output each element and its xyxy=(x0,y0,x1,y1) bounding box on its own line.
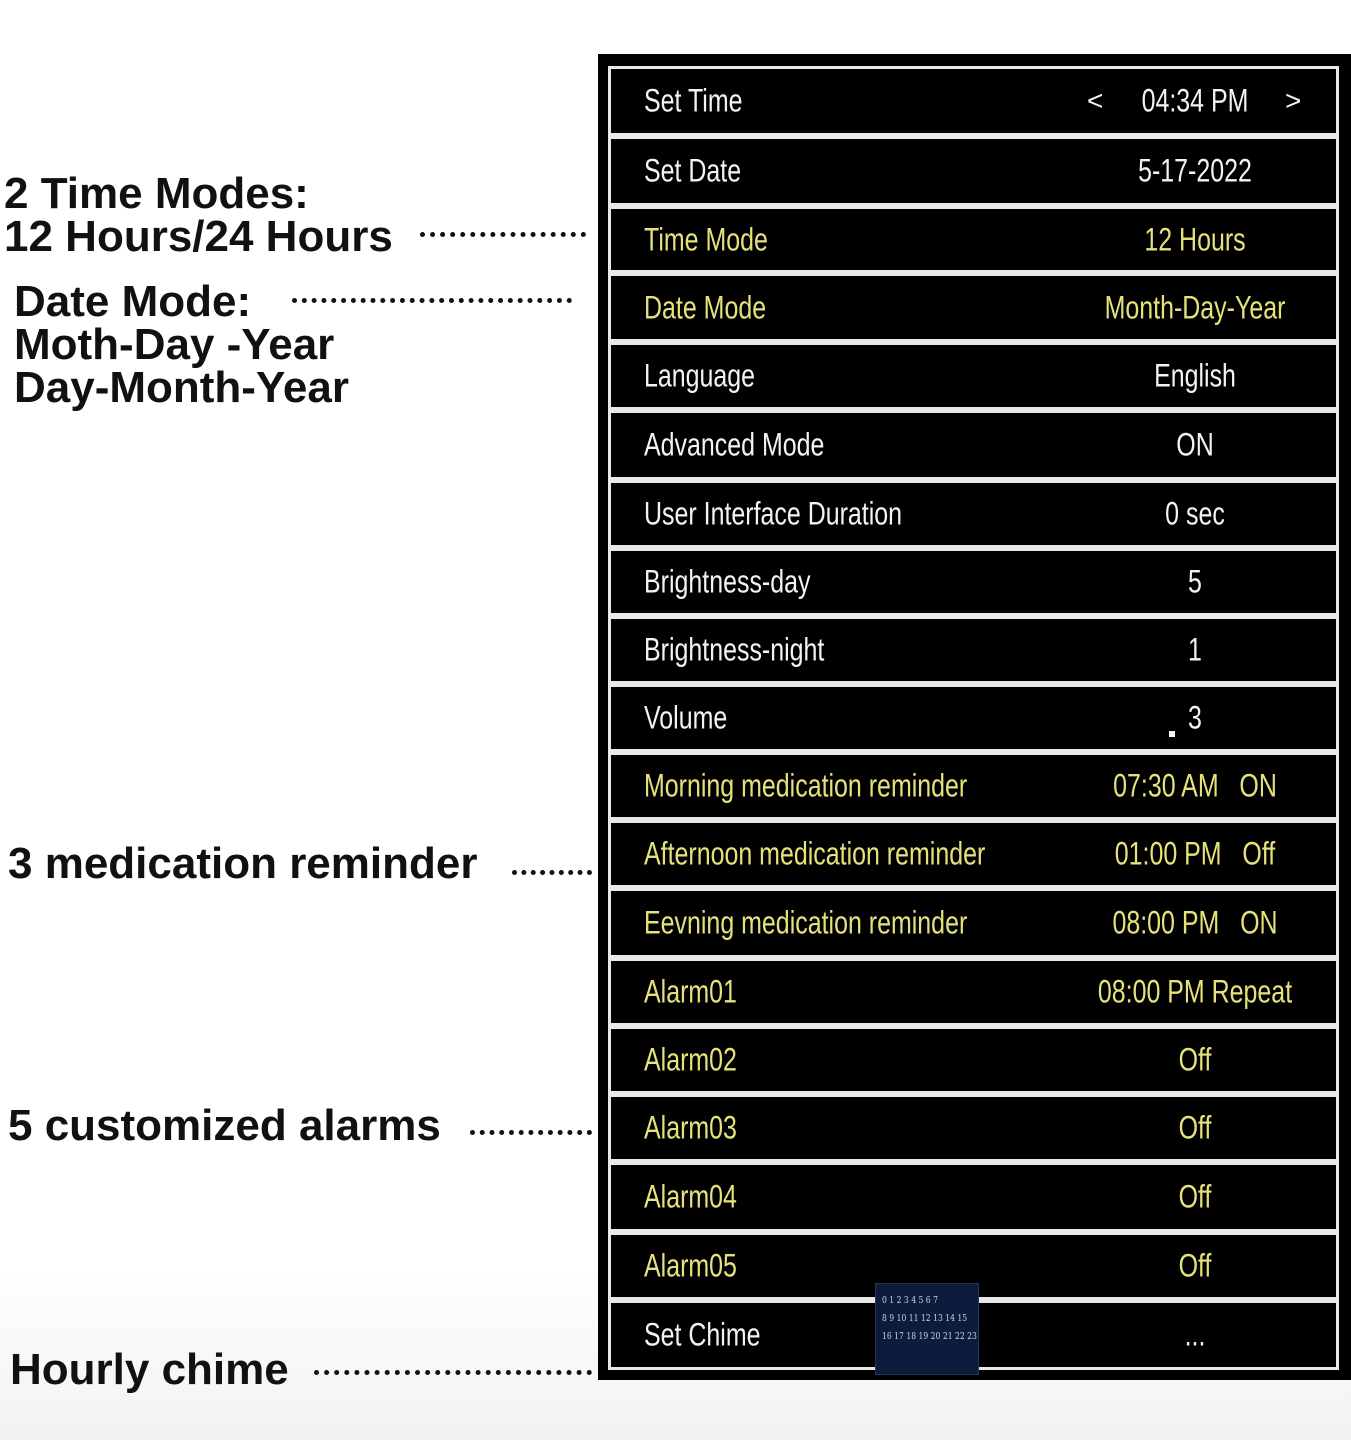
time-mode-value: 12 Hours xyxy=(1144,221,1246,257)
annotation-chime: Hourly chime xyxy=(10,1345,289,1394)
leader-line-chime xyxy=(314,1370,592,1375)
language-value: English xyxy=(1154,357,1236,394)
alarm03-value: Off xyxy=(1178,1109,1212,1146)
time-mode-label: Time Mode xyxy=(644,221,768,257)
leader-line-time-mode xyxy=(420,232,586,237)
alarm05-label: Alarm05 xyxy=(644,1247,737,1284)
row-afternoon-medication[interactable] xyxy=(608,820,1339,888)
afternoon-medication-label: Afternoon medication reminder xyxy=(644,835,986,872)
annotation-time-modes-title: 2 Time Modes: xyxy=(4,169,309,218)
ui-duration-label: User Interface Duration xyxy=(644,495,903,532)
row-set-chime[interactable] xyxy=(608,1296,1339,1370)
set-date-value: 5-17-2022 xyxy=(1138,152,1252,189)
date-mode-value: Month-Day-Year xyxy=(1104,289,1286,325)
date-mode-label: Date Mode xyxy=(644,289,767,325)
chime-hour-picker[interactable] xyxy=(875,1283,979,1375)
cursor-dot-icon xyxy=(1169,731,1175,737)
chime-hours-row: 0 1 2 3 4 5 6 7 xyxy=(882,1296,938,1306)
alarm05-value: Off xyxy=(1178,1247,1212,1284)
row-evening-medication[interactable] xyxy=(608,888,1339,958)
chevron-left-icon[interactable]: < xyxy=(1087,85,1104,116)
language-label: Language xyxy=(644,357,756,394)
row-advanced-mode[interactable] xyxy=(608,410,1339,480)
alarm02-value: Off xyxy=(1178,1041,1212,1078)
settings-panel xyxy=(598,54,1351,1380)
ui-duration-value: 0 sec xyxy=(1165,495,1225,532)
alarm01-value: 08:00 PM Repeat xyxy=(1097,973,1293,1010)
chime-hours-row: 8 9 10 11 12 13 14 15 xyxy=(882,1314,968,1324)
set-chime-label: Set Chime xyxy=(644,1316,761,1353)
brightness-night-value: 1 xyxy=(1188,631,1202,668)
evening-medication-value: 08:00 PM ON xyxy=(1112,904,1278,941)
row-alarm03[interactable] xyxy=(608,1094,1339,1162)
alarm04-label: Alarm04 xyxy=(644,1178,737,1215)
row-alarm02[interactable] xyxy=(608,1026,1339,1094)
row-brightness-night[interactable] xyxy=(608,616,1339,684)
advanced-mode-value: ON xyxy=(1176,426,1214,463)
leader-line-medication xyxy=(512,870,592,875)
advanced-mode-label: Advanced Mode xyxy=(644,426,825,463)
annotation-medication: 3 medication reminder xyxy=(8,839,478,888)
row-set-date[interactable] xyxy=(608,136,1339,206)
annotation-time-modes-values: 12 Hours/24 Hours xyxy=(4,212,393,261)
set-time-value: 04:34 PM xyxy=(1141,82,1249,119)
row-alarm04[interactable] xyxy=(608,1162,1339,1232)
row-language[interactable] xyxy=(608,342,1339,410)
set-date-label: Set Date xyxy=(644,152,742,189)
chime-hours-row: 16 17 18 19 20 21 22 23 xyxy=(882,1332,977,1342)
brightness-day-label: Brightness-day xyxy=(644,563,811,600)
leader-line-date-mode xyxy=(292,298,572,303)
set-chime-value: ... xyxy=(1184,1316,1206,1353)
row-time-mode[interactable] xyxy=(608,206,1339,273)
row-alarm01[interactable] xyxy=(608,958,1339,1026)
alarm04-value: Off xyxy=(1178,1178,1212,1215)
chevron-right-icon[interactable]: > xyxy=(1285,85,1302,116)
annotation-alarms: 5 customized alarms xyxy=(8,1101,441,1150)
row-ui-duration[interactable] xyxy=(608,480,1339,548)
evening-medication-label: Eevning medication reminder xyxy=(644,904,968,941)
morning-medication-value: 07:30 AM ON xyxy=(1113,767,1277,804)
brightness-day-value: 5 xyxy=(1188,563,1202,600)
volume-value: 3 xyxy=(1188,699,1202,736)
set-time-label: Set Time xyxy=(644,82,743,119)
annotation-date-mode-title: Date Mode: xyxy=(14,277,252,326)
row-set-time[interactable] xyxy=(608,66,1339,136)
row-brightness-day[interactable] xyxy=(608,548,1339,616)
brightness-night-label: Brightness-night xyxy=(644,631,825,668)
row-morning-medication[interactable] xyxy=(608,752,1339,820)
annotation-date-mode-option1: Moth-Day -Year xyxy=(14,320,335,369)
alarm02-label: Alarm02 xyxy=(644,1041,737,1078)
alarm03-label: Alarm03 xyxy=(644,1109,737,1146)
volume-label: Volume xyxy=(644,699,728,736)
leader-line-alarms xyxy=(470,1130,592,1135)
annotation-date-mode-option2: Day-Month-Year xyxy=(14,363,349,412)
alarm01-label: Alarm01 xyxy=(644,973,737,1010)
afternoon-medication-value: 01:00 PM Off xyxy=(1114,835,1276,872)
row-volume[interactable] xyxy=(608,684,1339,752)
morning-medication-label: Morning medication reminder xyxy=(644,767,968,804)
row-date-mode[interactable] xyxy=(608,273,1339,342)
